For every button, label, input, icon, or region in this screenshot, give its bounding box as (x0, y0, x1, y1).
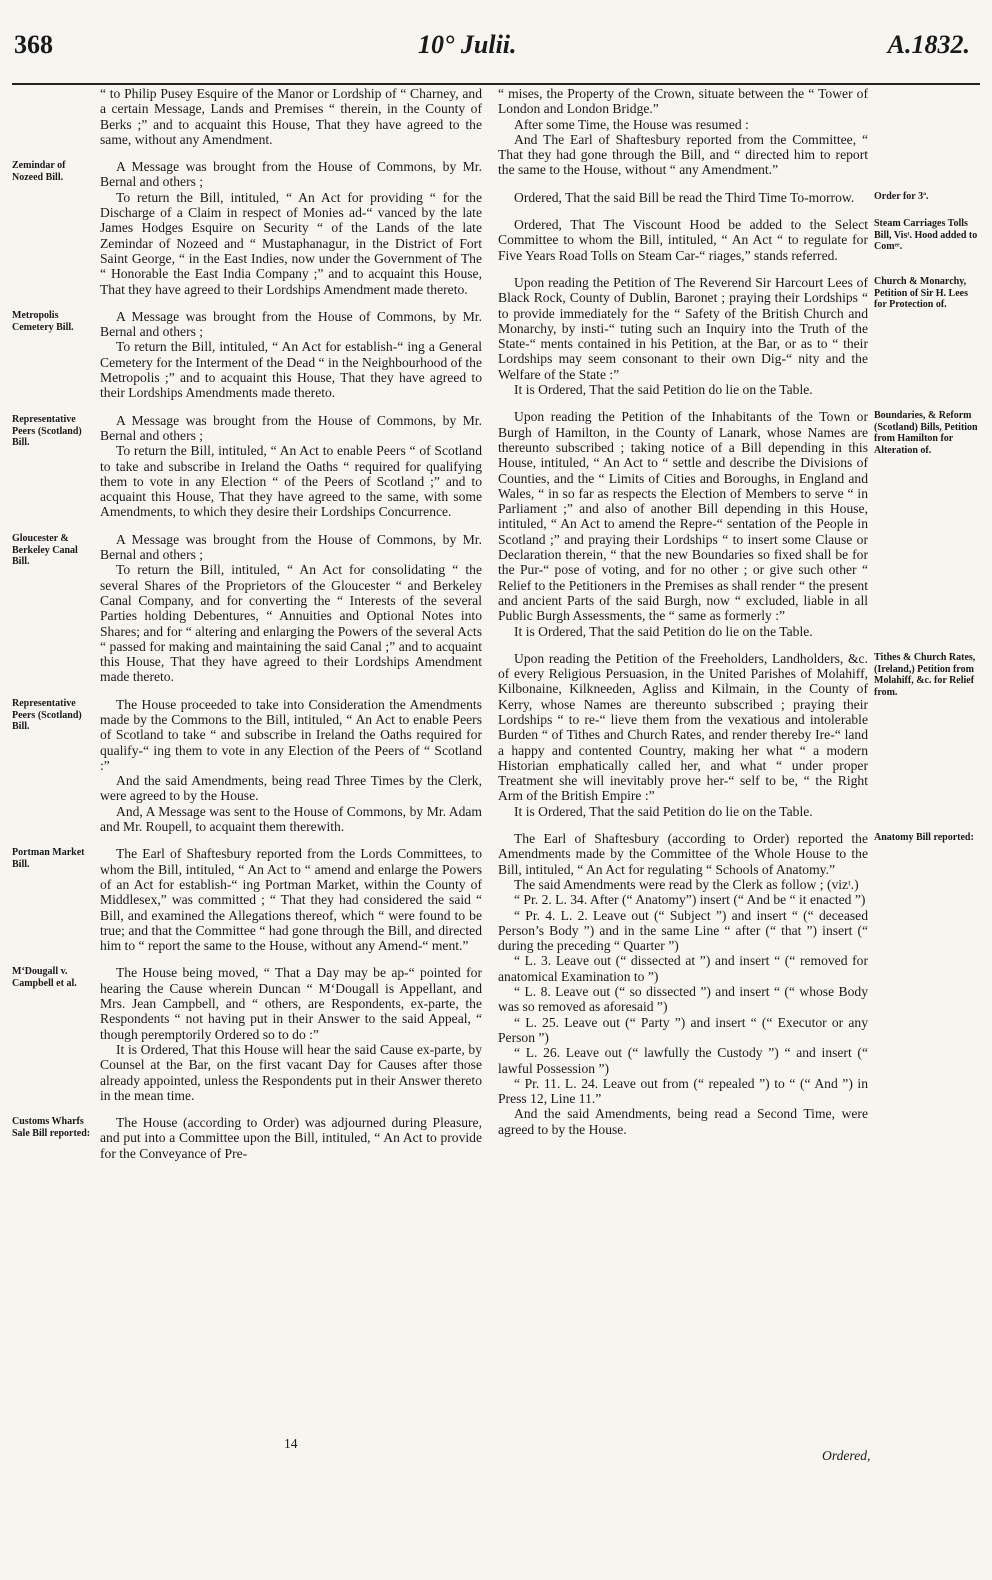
paragraph: To return the Bill, intituled, “ An Act for consolidating “ the several Shares of the Proprietors of the Gloucester “ and Berkeley Canal Company, and for converting the “ Interests of the several Parties holding Debentures, “ Annuities and Optional Notes into Shares; and for “ altering and enlarging the Powers of the several Acts “ passed for making and maintaining the said Canal ;” and to acquaint this House, That they have agreed to their Lordships Amendment made thereto. (100, 562, 482, 685)
paragraph: The House (according to Order) was adjourned during Pleasure, and put into a Committee upon the Bill, intituled, “ An Act to provide for the Conveyance of Pre- (100, 1115, 482, 1161)
margin-note: Metropolis Cemetery Bill. (12, 310, 74, 333)
entry (100, 697, 482, 835)
paragraph: The said Amendments were read by the Clerk as follow ; (vizᵗ.) (514, 876, 859, 892)
margin-note: Steam Carriages Tolls Bill, Visᵗ. Hood added to Comᵉᵉ. (874, 218, 978, 252)
paragraph: A Message was brought from the House of Commons, by Mr. Bernal and others ; (100, 531, 482, 563)
left-column (100, 86, 482, 1173)
margin-note: Church & Monarchy, Petition of Sir H. Lees for Protection of. (874, 276, 968, 310)
entry (100, 86, 482, 147)
margin-note: Boundaries, & Reform (Scotland) Bills, Petition from Hamilton for Alteration of. (874, 410, 978, 456)
paragraph: Upon reading the Petition of The Reverend Sir Harcourt Lees of Black Rock, County of Dublin, Baronet ; praying their Lordships “ to provide immediately for the “ Safety of the British Church and Monarchy, by insti-“ tuting such an Inquiry into the Truth of the State-“ ments contained in his Petition, at the Bar, or as to “ their Lordships may seem consonant to their own Dig-“ nity and the Welfare of the State :” (498, 274, 868, 382)
entry (498, 275, 868, 397)
paragraph: The Earl of Shaftesbury (according to Order) reported the Amendments made by the Committee of the Whole House to the Bill, intituled, “ An Act for regulating “ Schools of Anatomy.” (498, 831, 868, 877)
margin-note: Tithes & Church Rates, (Ireland,) Petition from Molahiff, &c. for Relief from. (874, 652, 976, 698)
paragraph: “ Pr. 2. L. 34. After (“ Anatomy”) insert (“ And be “ it enacted ”) (514, 892, 866, 908)
entry (498, 86, 868, 178)
paragraph: After some Time, the House was resumed : (514, 116, 749, 132)
paragraph: A Message was brought from the House of Commons, by Mr. Bernal and others ; (100, 412, 482, 443)
paragraph: The House proceeded to take into Consideration the Amendments made by the Commons to the Bill, intituled, “ An Act to enable Peers of Scotland to take “ and subscribe in Ireland the Oaths required for qualify-“ ing them to vote in any Election of the Peers of “ Scotland :” (100, 696, 482, 773)
entry (100, 309, 482, 401)
paragraph: It is Ordered, That the said Petition do lie on the Table. (514, 623, 813, 639)
margin-note: Order for 3ª. (874, 191, 929, 202)
entry (100, 159, 482, 297)
margin-note: Customs Wharfs Sale Bill reported: (12, 1116, 91, 1139)
margin-note: Portman Market Bill. (12, 847, 85, 870)
margin-note: Gloucester & Berkeley Canal Bill. (12, 533, 78, 567)
entry (498, 651, 868, 819)
entry (100, 965, 482, 1103)
paragraph: And the said Amendments, being read a Second Time, were agreed to by the House. (498, 1106, 868, 1137)
margin-note: Zemindar of Nozeed Bill. (12, 160, 66, 183)
signature-mark: 14 (284, 1436, 298, 1451)
paragraph: And the said Amendments, being read Three Times by the Clerk, were agreed to by the House. (100, 773, 482, 804)
paragraph: “ L. 26. Leave out (“ lawfully the Custody ”) “ and insert (“ lawful Possession ”) (498, 1045, 868, 1076)
entry (100, 846, 482, 953)
page-year: A.1832. (887, 30, 970, 59)
margin-note: Representative Peers (Scotland) Bill. (12, 414, 82, 448)
paragraph: To return the Bill, intituled, “ An Act for providing “ for the Discharge of a Claim in respect of Monies ad-“ vanced by the late James Hodges Esquire on Security “ of the Lands of the late Zemindar of Nozeed and “ Mustaphanagur, in the District of Fort Saint George, “ in the East Indies, now under the Government of The “ Honorable the East India Company ;” and to acquaint this House, That they have agreed to their Lordships Amendment made thereto. (100, 189, 482, 297)
paragraph: The House being moved, “ That a Day may be ap-“ pointed for hearing the Cause wherein Duncan “ M‘Dougall is Appellant, and Mrs. Jean Campbell, and “ others, are Respondents, ex-parte, the Respondents “ not having put in their Answer to the said Appeal, “ though peremptorily Ordered so to do :” (100, 965, 482, 1042)
paragraph: “ L. 3. Leave out (“ dissected at ”) and insert “ (“ removed for anatomical Examination to ”) (498, 953, 868, 984)
paragraph: And, A Message was sent to the House of Commons, by Mr. Adam and Mr. Roupell, to acquaint them therewith. (100, 803, 482, 835)
paragraph: To return the Bill, intituled, “ An Act for establish-“ ing a General Cemetery for the Interment of the Dead “ in the Neighbourhood of the Metropolis ;” and to acquaint this House, That they have agreed to their Lordships Amendments made thereto. (100, 339, 483, 401)
margin-note: Anatomy Bill reported: (874, 832, 974, 843)
page-number: 368 (14, 30, 53, 59)
paragraph: A Message was brought from the House of Commons, by Mr. Bernal and others ; (100, 159, 482, 190)
entry (498, 217, 868, 263)
paragraph: “ to Philip Pusey Esquire of the Manor or Lordship of “ Charney, and a certain Message, Lands and Premises “ therein, in the County of Berks ;” and to acquaint this House, That they have agreed to the same, without any Amendment. (100, 86, 482, 147)
header-rule (12, 83, 980, 85)
entry (100, 532, 482, 685)
paragraph: Upon reading the Petition of the Freeholders, Landholders, &c. of every Religious Persuasion, in the United Parishes of Molahiff, Kilbonaine, Kilkneeden, Agliss and Kilmain, in the County of Kerry, whose Names are thereunto subscribed ; praying their Lordships “ to re-“ lieve them from the vexatious and intolerable Burden “ of Tithes and Church Rates, and render thereby Ire-“ land a happy and contented Country, making her what “ a modern Historian emphatically called her, and what “ under proper Treatment she will inevitably prove her-“ self to be, “ the Right Arm of the British Empire :” (498, 650, 868, 804)
paragraph: It is Ordered, That the said Petition do lie on the Table. (514, 803, 813, 819)
paragraph: It is Ordered, That this House will hear the said Cause ex-parte, by Counsel at the Bar, on the first vacant Day for Causes after those already appointed, unless the Respondents put in their Answer thereto in the mean time. (100, 1041, 482, 1103)
entry (100, 413, 482, 520)
margin-note: M‘Dougall v. Campbell et al. (12, 966, 77, 989)
paragraph: To return the Bill, intituled, “ An Act to enable Peers “ of Scotland to take and subscribe in Ireland the Oaths “ required for qualifying them to vote in any Election “ of the Peers of Scotland ;” and to acquaint this House, That they have agreed to the same, with some Amendments, to which they desire their Lordships Concurrence. (100, 443, 482, 520)
page-header (0, 30, 992, 70)
right-column (498, 86, 868, 1149)
page-date: 10° Julii. (418, 30, 517, 59)
paragraph: It is Ordered, That the said Petition do lie on the Table. (514, 382, 813, 398)
paragraph: “ L. 8. Leave out (“ so dissected ”) and insert “ (“ whose Body was so removed as aforesaid ”) (498, 984, 868, 1015)
paragraph: The Earl of Shaftesbury reported from the Lords Committees, to whom the Bill, intituled, “ An Act to “ amend and enlarge the Powers of an Act for establish-“ ing Portman Market, within the County of Middlesex,” was committed ; “ That they had considered the said “ Bill, and examined the Allegations thereof, which “ were found to be true; and that the Committee “ had gone through the Bill, and directed him to “ report the same to the House, without any Amend-“ ment.” (100, 846, 482, 954)
paragraph: Ordered, That the said Bill be read the Third Time To-morrow. (514, 189, 855, 205)
entry (100, 1115, 482, 1161)
paragraph: A Message was brought from the House of Commons, by Mr. Bernal and others ; (100, 308, 482, 340)
entry (498, 409, 868, 638)
paragraph: “ Pr. 4. L. 2. Leave out (“ Subject ”) and insert “ (“ deceased Person’s Body ”) and in the same Line “ after (“ that ”) insert (“ during the preceding “ Quarter ”) (498, 907, 868, 954)
catchword: Ordered, (822, 1448, 871, 1463)
paragraph: And The Earl of Shaftesbury reported from the Committee, “ That they had gone through the Bill, and “ directed him to report the same to the House, without “ any Amendment.” (498, 131, 868, 178)
margin-note: Representative Peers (Scotland) Bill. (12, 698, 82, 732)
paragraph: Upon reading the Petition of the Inhabitants of the Town or Burgh of Hamilton, in the County of Lanark, whose Names are thereunto subscribed ; taking notice of a Bill depending in this House, intituled, “ An Act to “ settle and describe the Divisions of Counties, and the “ Limits of Cities and Boroughs, in England and Wales, “ in so far as respects the Election of Members to serve “ in Parliament ;” and also of another Bill depending in this House, intituled, “ An Act to amend the Repre-“ sentation of the People in Scotland ;” and praying their Lordships “ to insert some Clause or Declaration therein, “ that the new Boundaries so fixed shall be for the Pur-“ pose of voting, and for no other ; or give such other “ Relief to the Petitioners in the Premises as shall render “ the present and ancient Parts of the said Burgh, now “ excluded, liable in all Public Burgh Assessments, the “ same as formerly :” (498, 409, 868, 624)
paragraph: “ L. 25. Leave out (“ Party ”) and insert “ (“ Executor or any Person ”) (498, 1014, 868, 1045)
paragraph: “ mises, the Property of the Crown, situate between the “ Tower of London and London Bridge.” (498, 86, 868, 117)
entry (498, 190, 868, 205)
paragraph: “ Pr. 11. L. 24. Leave out from (“ repealed ”) to “ (“ And ”) in Press 12, Line 11.” (498, 1075, 868, 1107)
entry (498, 831, 868, 1137)
paragraph: Ordered, That The Viscount Hood be added to the Select Committee to whom the Bill, intituled, “ An Act “ to regulate for Five Years Road Tolls on Steam Car-“ riages,” stands referred. (498, 217, 868, 263)
